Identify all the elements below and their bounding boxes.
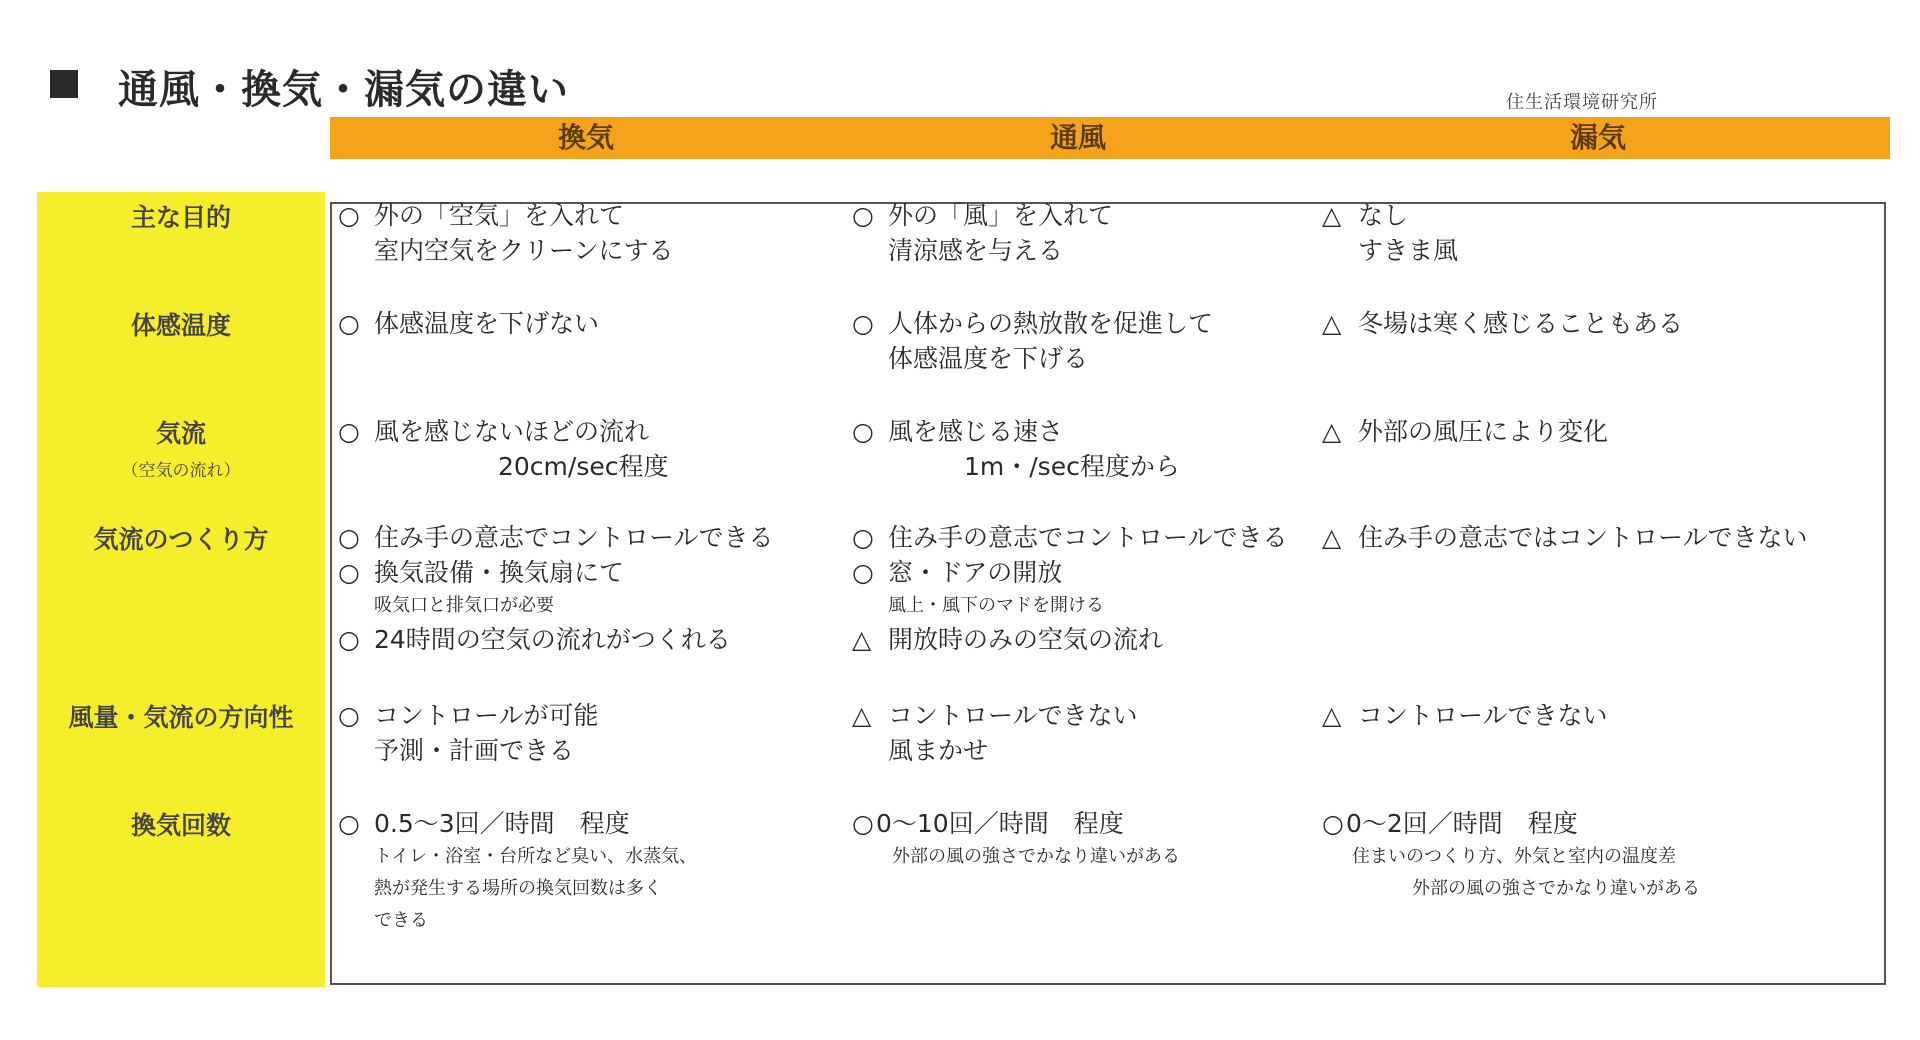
cell-text: なし — [1358, 201, 1409, 230]
row-label-flow — [37, 414, 325, 481]
cell-flow-leakage — [1322, 414, 1608, 449]
column-header-band — [330, 117, 1890, 159]
circle-mark-icon: ○ — [852, 523, 874, 552]
cell-text: 1m・/sec程度から — [964, 452, 1180, 481]
circle-mark-icon: ○ — [338, 309, 360, 338]
cell-text: 20cm/sec程度 — [498, 452, 669, 481]
cell-note: 熱が発生する場所の換気回数は多く — [374, 878, 662, 899]
cell-text: 外部の風圧により変化 — [1358, 417, 1609, 446]
cell-flow-airflow — [852, 414, 1180, 484]
circle-mark-icon: ○ — [852, 809, 874, 838]
circle-mark-icon: ○ — [852, 417, 874, 446]
row-label-body-temp: 体感温度 — [130, 311, 231, 340]
cell-flow-ventilation — [338, 414, 668, 484]
cell-direction-ventilation — [338, 698, 599, 768]
circle-mark-icon: ○ — [338, 809, 360, 838]
cell-text: 住み手の意志ではコントロールできない — [1358, 523, 1808, 552]
cell-body-temp-airflow — [852, 306, 1213, 376]
triangle-mark-icon: △ — [1322, 417, 1342, 446]
triangle-mark-icon: △ — [1322, 309, 1342, 338]
cell-air-changes-airflow — [852, 806, 1180, 873]
circle-mark-icon: ○ — [338, 417, 360, 446]
row-label-flow-creation: 気流のつくり方 — [93, 525, 269, 554]
circle-mark-icon: ○ — [338, 558, 360, 587]
cell-note: 風上・風下のマドを開ける — [888, 595, 1104, 616]
circle-mark-icon: ○ — [338, 701, 360, 730]
circle-mark-icon: ○ — [852, 309, 874, 338]
circle-mark-icon: ○ — [1322, 809, 1344, 838]
row-label-flow-text: 気流 — [155, 419, 206, 448]
cell-direction-airflow — [852, 698, 1138, 768]
cell-body-temp-leakage — [1322, 306, 1683, 341]
triangle-mark-icon: △ — [852, 701, 872, 730]
cell-purpose-ventilation — [338, 198, 674, 268]
cell-text: 体感温度を下げる — [888, 344, 1089, 373]
cell-body-temp-ventilation — [338, 306, 599, 341]
cell-direction-leakage — [1322, 698, 1608, 733]
cell-flow-creation-ventilation — [338, 520, 774, 657]
circle-mark-icon: ○ — [338, 523, 360, 552]
cell-text: 0～2回／時間 程度 — [1346, 809, 1578, 838]
cell-text: 風を感じないほどの流れ — [374, 417, 650, 446]
cell-text: 予測・計画できる — [374, 736, 575, 765]
page-title: 通風・換気・漏気の違い — [118, 67, 569, 113]
cell-note: できる — [374, 910, 428, 931]
cell-text: コントロールが可能 — [374, 701, 599, 730]
circle-mark-icon: ○ — [338, 201, 360, 230]
cell-flow-creation-leakage — [1322, 520, 1808, 555]
triangle-mark-icon: △ — [1322, 523, 1342, 552]
cell-text: 住み手の意志でコントロールできる — [374, 523, 774, 552]
cell-text: 外の「風」を入れて — [888, 201, 1114, 230]
cell-text: 風を感じる速さ — [888, 417, 1064, 446]
cell-text: 換気設備・換気扇にて — [374, 558, 625, 587]
row-label-air-changes: 換気回数 — [130, 811, 231, 840]
circle-mark-icon: ○ — [852, 201, 874, 230]
cell-purpose-leakage — [1322, 198, 1458, 268]
cell-text: 外の「空気」を入れて — [374, 201, 625, 230]
cell-text: 開放時のみの空気の流れ — [888, 625, 1164, 654]
cell-text: すきま風 — [1358, 236, 1459, 265]
column-header-leakage: 漏気 — [1570, 121, 1627, 154]
column-header-airflow: 通風 — [1050, 121, 1107, 154]
row-label-flow-sub: （空気の流れ） — [121, 461, 241, 481]
cell-text: 住み手の意志でコントロールできる — [888, 523, 1288, 552]
cell-text: 0～10回／時間 程度 — [876, 809, 1124, 838]
cell-text: 24時間の空気の流れがつくれる — [374, 625, 731, 654]
triangle-mark-icon: △ — [1322, 701, 1342, 730]
cell-text: 体感温度を下げない — [374, 309, 600, 338]
title-bullet-icon — [50, 70, 78, 98]
circle-mark-icon: ○ — [338, 625, 360, 654]
circle-mark-icon: ○ — [852, 558, 874, 587]
triangle-mark-icon: △ — [1322, 201, 1342, 230]
row-label-purpose: 主な目的 — [130, 203, 231, 232]
cell-air-changes-leakage — [1322, 806, 1700, 905]
cell-purpose-airflow — [852, 198, 1113, 268]
cell-text: 窓・ドアの開放 — [888, 558, 1063, 587]
cell-note: 外部の風の強さでかなり違いがある — [1412, 878, 1700, 899]
cell-text: 人体からの熱放散を促進して — [888, 309, 1214, 338]
cell-text: 風まかせ — [888, 736, 989, 765]
cell-text: 冬場は寒く感じることもある — [1358, 309, 1684, 338]
cell-text: コントロールできない — [888, 701, 1138, 730]
row-label-direction: 風量・気流の方向性 — [68, 703, 294, 732]
cell-air-changes-ventilation — [338, 806, 697, 937]
cell-text: 0.5～3回／時間 程度 — [374, 809, 630, 838]
source-credit: 住生活環境研究所 — [1506, 92, 1658, 113]
triangle-mark-icon: △ — [852, 625, 872, 654]
column-header-ventilation: 換気 — [558, 121, 615, 154]
cell-text: 清涼感を与える — [888, 236, 1064, 265]
cell-flow-creation-airflow — [852, 520, 1288, 657]
cell-note: 住まいのつくり方、外気と室内の温度差 — [1352, 846, 1676, 867]
cell-note: 吸気口と排気口が必要 — [374, 595, 554, 616]
cell-text: コントロールできない — [1358, 701, 1608, 730]
cell-text: 室内空気をクリーンにする — [374, 236, 674, 265]
cell-note: トイレ・浴室・台所など臭い、水蒸気、 — [374, 846, 698, 867]
cell-note: 外部の風の強さでかなり違いがある — [892, 846, 1180, 867]
